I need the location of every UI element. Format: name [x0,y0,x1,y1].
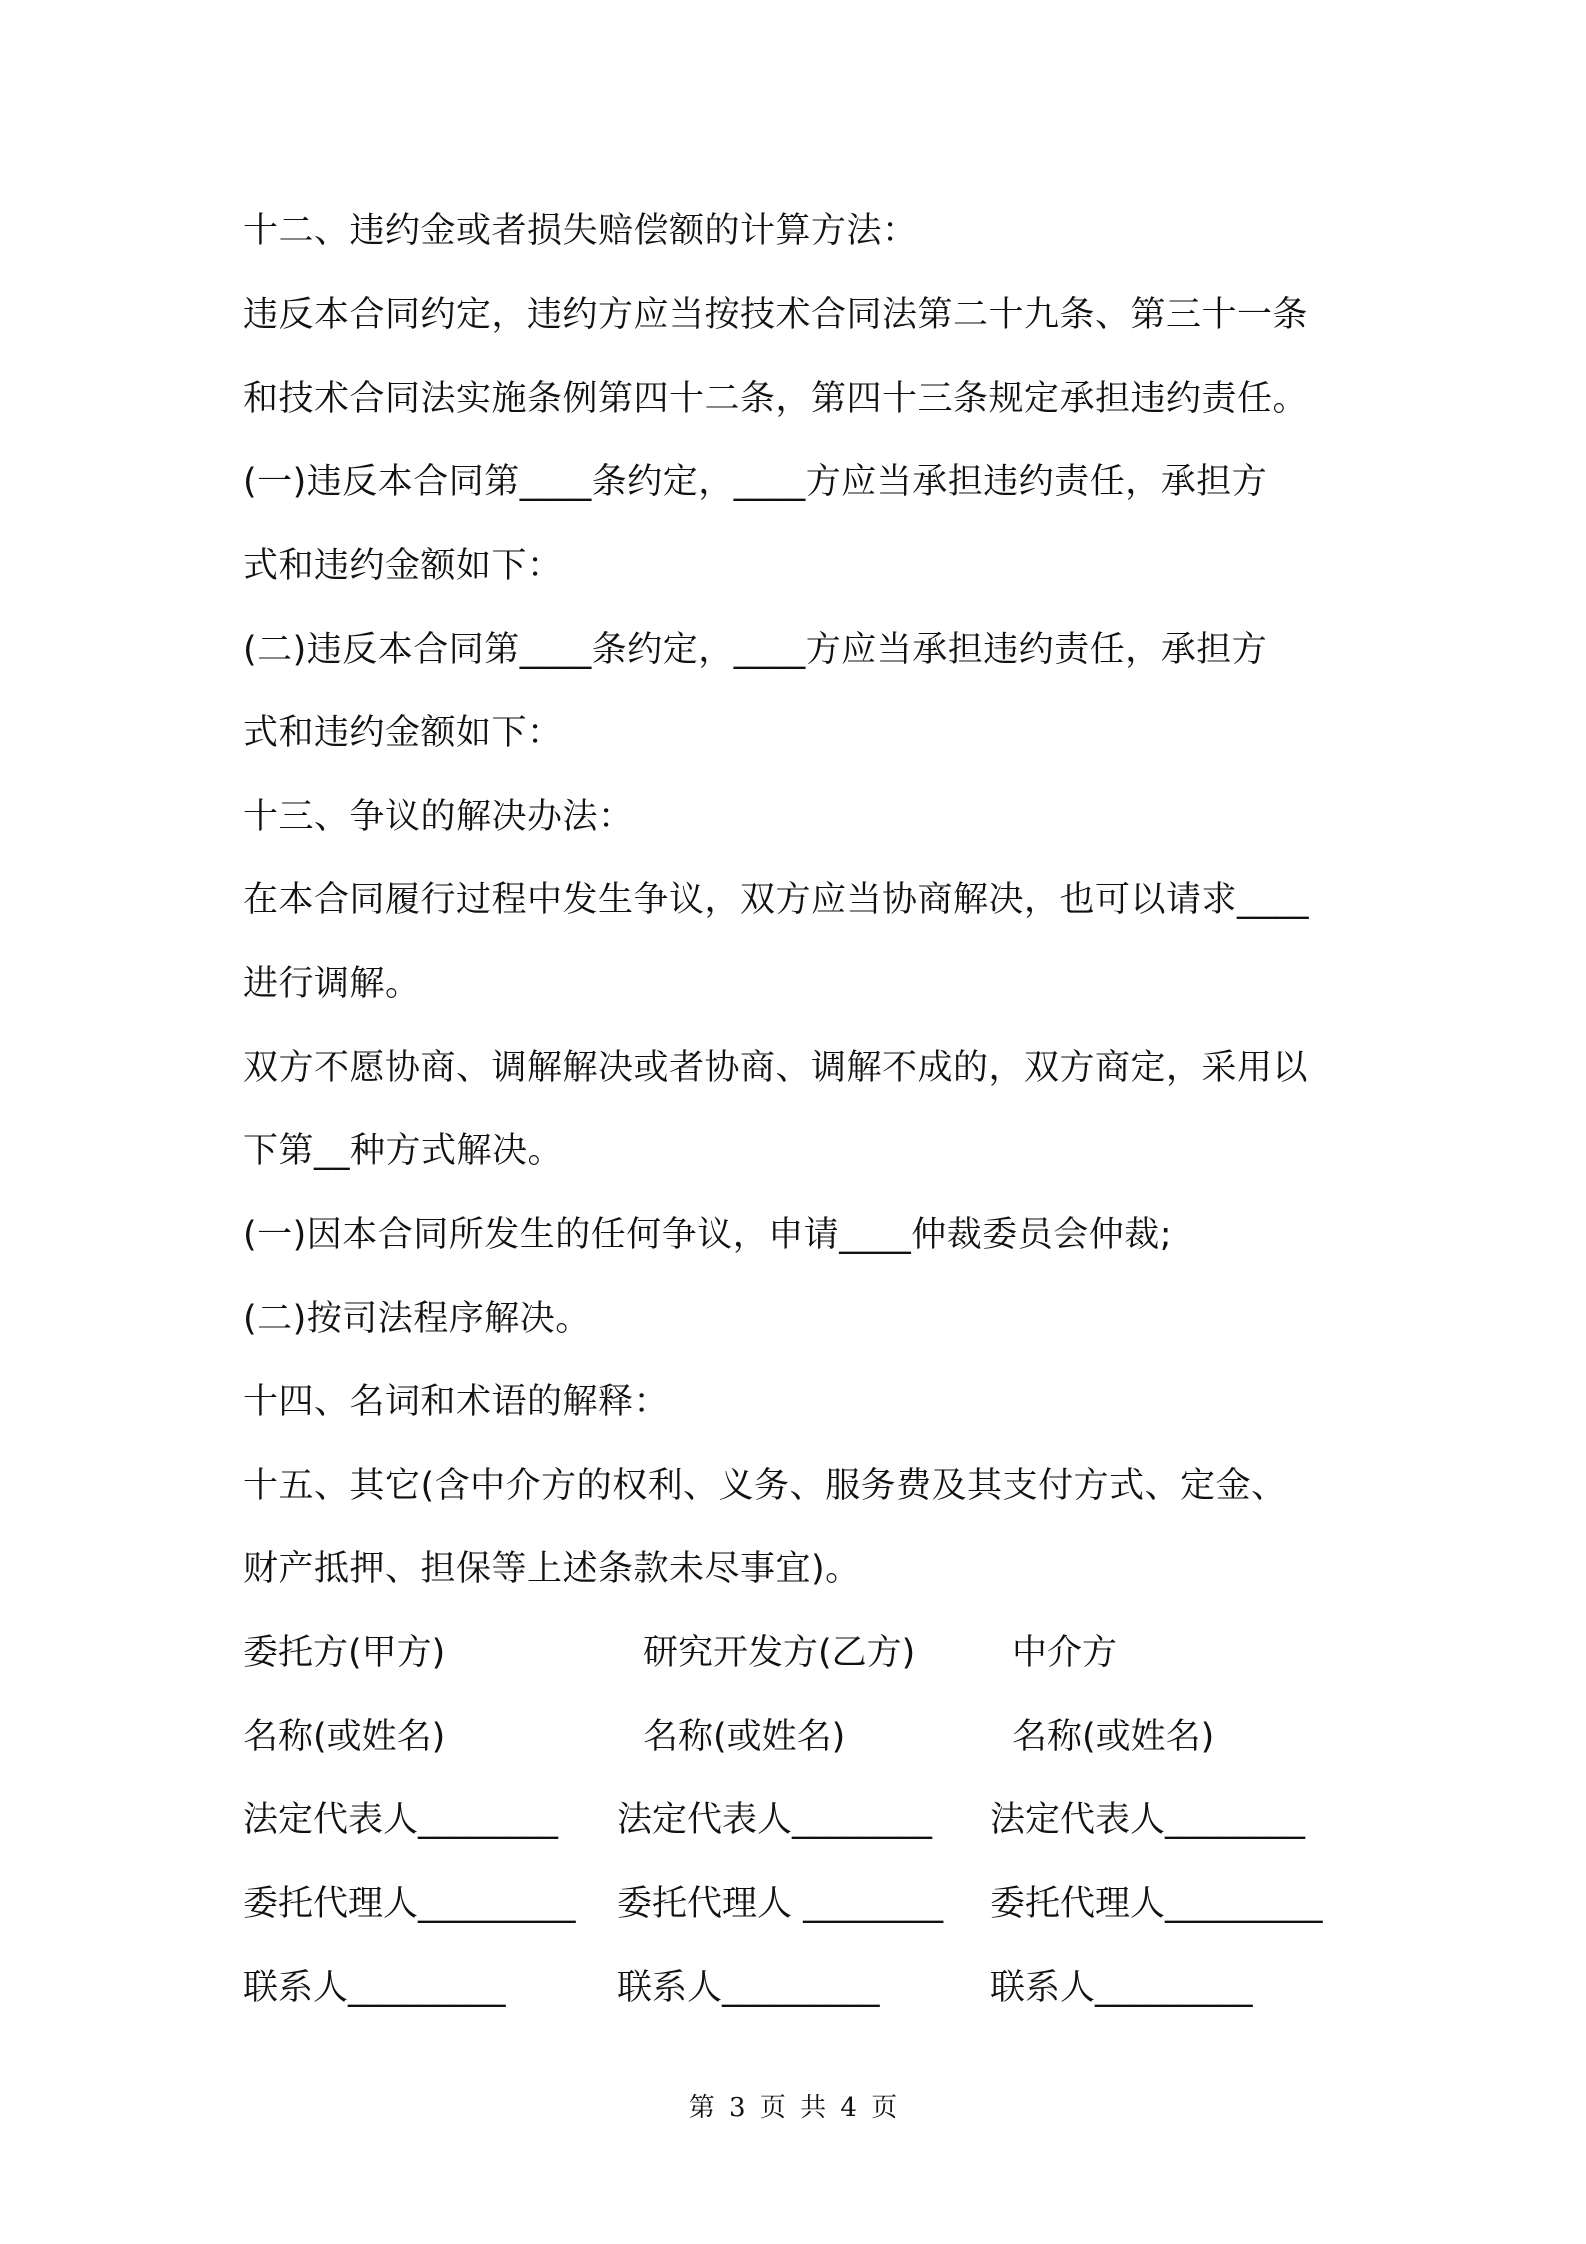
client-name-field: 名称(或姓名) [243,1717,446,1757]
body-line: (二)按司法程序解决。 [243,1299,591,1339]
developer-name-field: 名称(或姓名) [643,1717,846,1757]
section-15-heading: 十五、其它(含中介方的权利、义务、服务费及其支付方式、定金、 [243,1466,1287,1506]
body-line: 违反本合同约定，违约方应当按技术合同法第二十九条、第三十一条 [243,295,1309,335]
section-12-heading: 十二、违约金或者损失赔偿额的计算方法： [243,211,918,251]
section-13-heading: 十三、争议的解决办法： [243,797,634,837]
client-legal-rep-field: 法定代表人________ [243,1800,559,1840]
intermediary-agent-field: 委托代理人_________ [990,1884,1323,1924]
body-line: (二)违反本合同第____条约定，____方应当承担违约责任，承担方 [243,630,1268,670]
body-line: 财产抵押、担保等上述条款未尽事宜)。 [243,1549,861,1589]
party-client-label: 委托方(甲方) [243,1633,446,1673]
party-developer-label: 研究开发方(乙方) [643,1633,916,1673]
developer-agent-field: 委托代理人 ________ [617,1884,944,1924]
page-number-footer: 第 3 页 共 4 页 [688,2093,898,2123]
developer-contact-field: 联系人_________ [617,1968,880,2008]
developer-legal-rep-field: 法定代表人________ [617,1800,933,1840]
body-line: (一)违反本合同第____条约定，____方应当承担违约责任，承担方 [243,462,1268,502]
body-line: 双方不愿协商、调解解决或者协商、调解不成的，双方商定，采用以 [243,1048,1309,1088]
body-line: 式和违约金额如下： [243,546,563,586]
body-line: 式和违约金额如下： [243,713,563,753]
body-line: 进行调解。 [243,964,421,1004]
intermediary-legal-rep-field: 法定代表人________ [990,1800,1306,1840]
party-intermediary-label: 中介方 [1012,1633,1118,1673]
intermediary-contact-field: 联系人_________ [990,1968,1253,2008]
section-14-heading: 十四、名词和术语的解释： [243,1382,670,1422]
body-line: 和技术合同法实施条例第四十二条，第四十三条规定承担违约责任。 [243,379,1309,419]
body-line: 下第__种方式解决。 [243,1131,564,1171]
client-contact-field: 联系人_________ [243,1968,506,2008]
client-agent-field: 委托代理人_________ [243,1884,576,1924]
body-line: 在本合同履行过程中发生争议，双方应当协商解决，也可以请求____ [243,880,1310,920]
body-line: (一)因本合同所发生的任何争议，申请____仲裁委员会仲裁; [243,1215,1173,1255]
intermediary-name-field: 名称(或姓名) [1012,1717,1215,1757]
